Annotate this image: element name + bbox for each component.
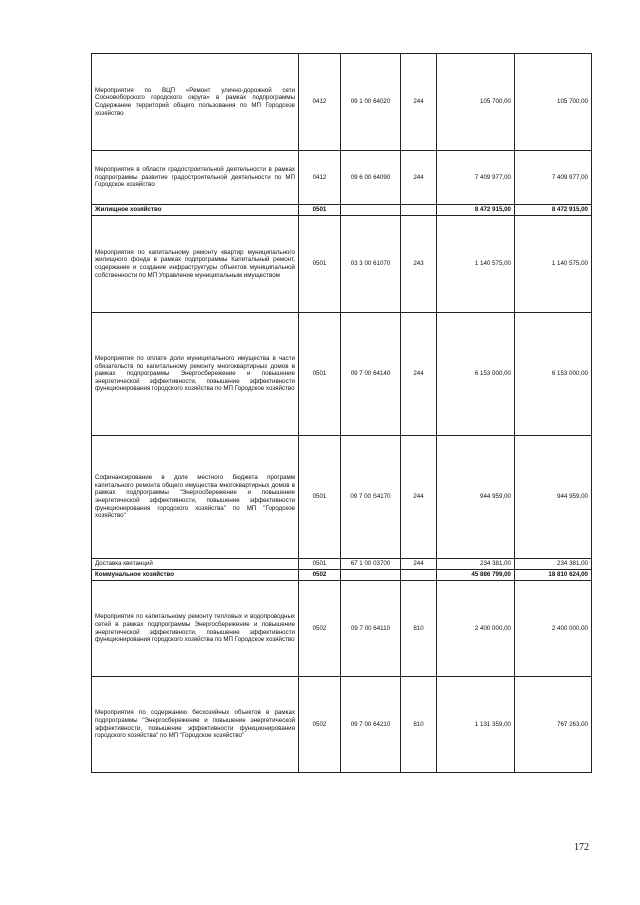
row-section-code: 0501 [299,436,341,559]
row-section-code: 0412 [299,151,341,205]
row-target-code: 09 6 00 64090 [341,151,401,205]
row-amount-2: 2 400 000,00 [515,581,592,677]
row-section-code: 0501 [299,559,341,570]
row-amount-1: 1 131 359,00 [437,677,515,773]
table-row [92,436,592,559]
row-name: Жилищное хозяйство [92,205,299,216]
row-amount-1: 105 700,00 [437,54,515,151]
row-amount-2: 944 959,00 [515,436,592,559]
row-amount-1: 234 381,00 [437,559,515,570]
row-expense-type [401,205,437,216]
page-number: 172 [574,842,589,853]
row-name: Мероприятия в области градостроительной деятельности в рамках подпрограммы развитие градостроительной деятельности по МП Городское хозяйство [92,151,299,205]
section-row [92,205,592,216]
row-amount-2: 1 140 575,00 [515,216,592,313]
row-name: Доставка квитанций [92,559,299,570]
table-row [92,677,592,773]
row-amount-1: 944 959,00 [437,436,515,559]
row-expense-type: 244 [401,436,437,559]
row-amount-1: 6 153 000,00 [437,313,515,436]
row-name: Софинансирование в доле местного бюджета программ капитального ремонта общего имущества многоквартирных домов в рамках подпрограммы "Энергосбережение и повышение энергетической эффективности, повышение эффективности функционирования городского хозяйства" по МП "Городское хозяйство" [92,436,299,559]
row-target-code: 09 7 00 64140 [341,313,401,436]
row-expense-type: 244 [401,54,437,151]
row-section-code: 0502 [299,581,341,677]
row-name: Мероприятия по содержанию бесхозяйных объектов в рамках подпрограммы "Энергосбережение и повышение энергетической эффективности, повышение эффективности функционирования городского хозяйства" по МП "Городское хозяйство" [92,677,299,773]
section-row [92,570,592,581]
table-row [92,581,592,677]
row-name: Мероприятия по ВЦП «Ремонт улично-дорожной сети Сосновоборского городского округа» в рамках подпрограммы Содержание территорий общего пользования по МП Городское хозяйство [92,54,299,151]
row-amount-2: 7 409 977,00 [515,151,592,205]
row-amount-1: 45 886 799,00 [437,570,515,581]
row-section-code: 0501 [299,313,341,436]
row-section-code: 0412 [299,54,341,151]
row-amount-2: 8 472 915,00 [515,205,592,216]
row-amount-2: 18 810 624,00 [515,570,592,581]
row-amount-1: 8 472 915,00 [437,205,515,216]
row-target-code: 09 7 00 S4170 [341,436,401,559]
row-target-code: 67 1 00 03700 [341,559,401,570]
row-expense-type: 244 [401,559,437,570]
row-expense-type: 244 [401,313,437,436]
row-name: Мероприятия по оплате доли муниципального имущества в части обязательств по капитальному ремонту многоквартирных домов в рамках подпрограммы Энергосбережение и повышение энергетической эффективности, повышение эффективности функционирования городского хозяйства по МП Городское хозяйство [92,313,299,436]
row-amount-1: 1 140 575,00 [437,216,515,313]
row-section-code: 0501 [299,205,341,216]
row-name: Мероприятия по капитальному ремонту квартир муниципального жилищного фонда в рамках подпрограммы Капитальный ремонт, содержание и создание инфраструктуры объектов муниципальной собственности по МП Управление муниципальным имуществом [92,216,299,313]
row-amount-1: 2 400 000,00 [437,581,515,677]
row-amount-2: 6 153 000,00 [515,313,592,436]
row-expense-type: 810 [401,581,437,677]
row-expense-type: 244 [401,151,437,205]
table-row [92,54,592,151]
table-row [92,216,592,313]
table-row [92,559,592,570]
row-target-code: 09 7 00 64210 [341,677,401,773]
row-name: Коммунальное хозяйство [92,570,299,581]
row-amount-1: 7 409 977,00 [437,151,515,205]
row-target-code [341,570,401,581]
row-section-code: 0501 [299,216,341,313]
row-expense-type: 243 [401,216,437,313]
row-section-code: 0502 [299,677,341,773]
table-row [92,151,592,205]
row-expense-type [401,570,437,581]
budget-table [91,53,592,773]
row-target-code: 09 1 00 64020 [341,54,401,151]
row-amount-2: 234 381,00 [515,559,592,570]
row-target-code [341,205,401,216]
row-expense-type: 810 [401,677,437,773]
row-target-code: 09 7 00 64110 [341,581,401,677]
row-amount-2: 105 700,00 [515,54,592,151]
row-amount-2: 767 263,00 [515,677,592,773]
row-section-code: 0502 [299,570,341,581]
table-row [92,313,592,436]
row-name: Мероприятия по капитальному ремонту тепловых и водопроводных сетей в рамках подпрограммы Энергосбережение и повышение энергетической эффективности, повышение эффективности функционирования городского хозяйства по МП Городское хозяйство [92,581,299,677]
row-target-code: 03 3 00 61070 [341,216,401,313]
